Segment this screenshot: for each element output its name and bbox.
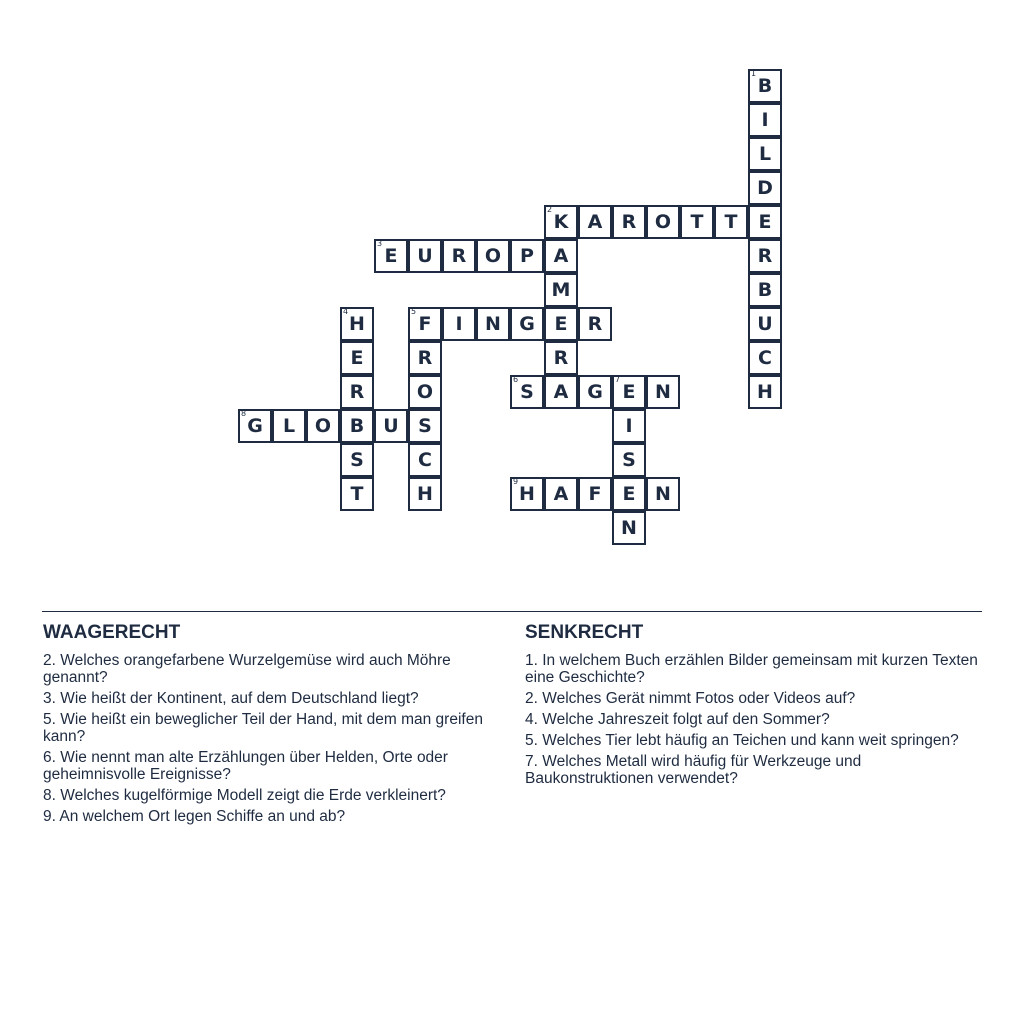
- cell-letter: D: [757, 177, 773, 199]
- grid-cell[interactable]: [578, 375, 612, 409]
- cell-letter: G: [247, 415, 263, 437]
- cell-letter: G: [519, 313, 535, 335]
- cell-letter: B: [757, 75, 773, 97]
- grid-cell[interactable]: [476, 307, 510, 341]
- clue-down-1: 1. In welchem Buch erzählen Bilder gemeinsam mit kurzen Texten eine Geschichte?: [525, 652, 978, 686]
- cell-letter: O: [416, 381, 434, 403]
- cell-letter: R: [349, 381, 365, 403]
- grid-cell[interactable]: [340, 477, 374, 511]
- cell-letter: E: [350, 347, 364, 369]
- across-clue-list: [43, 652, 503, 825]
- cell-letter: U: [757, 313, 773, 335]
- grid-cell[interactable]: [408, 477, 442, 511]
- grid-cell[interactable]: [646, 205, 680, 239]
- cell-letter: C: [758, 347, 772, 369]
- grid-cell[interactable]: [612, 409, 646, 443]
- cell-letter: K: [553, 211, 569, 233]
- cell-letter: R: [451, 245, 467, 267]
- cell-letter: C: [418, 449, 432, 471]
- grid-cell[interactable]: [748, 375, 782, 409]
- cell-letter: I: [761, 109, 769, 131]
- grid-cell[interactable]: [544, 273, 578, 307]
- grid-cell[interactable]: [680, 205, 714, 239]
- cell-letter: F: [418, 313, 432, 335]
- cell-letter: G: [587, 381, 603, 403]
- grid-cell[interactable]: [748, 239, 782, 273]
- grid-cell[interactable]: [612, 443, 646, 477]
- cell-letter: I: [625, 415, 633, 437]
- grid-cell[interactable]: [340, 443, 374, 477]
- cell-letter: H: [757, 381, 773, 403]
- cell-letter: R: [621, 211, 637, 233]
- grid-cell[interactable]: [544, 307, 578, 341]
- cell-letter: T: [350, 483, 364, 505]
- cell-letter: A: [553, 245, 569, 267]
- clue-number: 3: [377, 239, 383, 248]
- cell-letter: E: [622, 381, 636, 403]
- clue-across-2: 2. Welches orangefarbene Wurzelgemüse wird auch Möhre genannt?: [43, 652, 451, 686]
- cell-letter: U: [417, 245, 433, 267]
- cell-letter: R: [587, 313, 603, 335]
- grid-cell[interactable]: [374, 409, 408, 443]
- grid-cell[interactable]: [510, 477, 544, 511]
- cell-letter: R: [757, 245, 773, 267]
- cell-letter: S: [622, 449, 636, 471]
- cell-letter: L: [282, 415, 296, 437]
- cell-letter: N: [485, 313, 501, 335]
- grid-cell[interactable]: [476, 239, 510, 273]
- grid-cell[interactable]: [510, 307, 544, 341]
- grid-cell[interactable]: [408, 443, 442, 477]
- clue-number: 7: [615, 375, 621, 384]
- clue-down-4: 4. Welche Jahreszeit folgt auf den Sommer?: [525, 711, 830, 728]
- cell-letter: E: [758, 211, 772, 233]
- clue-number: 6: [513, 375, 519, 384]
- clue-across-8: 8. Welches kugelförmige Modell zeigt die Erde verkleinert?: [43, 787, 446, 804]
- down-clue-list: [525, 652, 985, 787]
- across-heading: WAAGERECHT: [43, 622, 181, 643]
- cell-letter: N: [655, 483, 671, 505]
- cell-letter: O: [654, 211, 672, 233]
- grid-cell[interactable]: [714, 205, 748, 239]
- grid-cell[interactable]: [238, 409, 272, 443]
- grid-cell[interactable]: [442, 239, 476, 273]
- clue-number: 8: [241, 409, 247, 418]
- grid-cell[interactable]: [544, 477, 578, 511]
- clue-number: 9: [513, 477, 519, 486]
- down-heading: SENKRECHT: [525, 622, 644, 643]
- grid-cell[interactable]: [646, 477, 680, 511]
- clue-down-5: 5. Welches Tier lebt häufig an Teichen und kann weit springen?: [525, 732, 959, 749]
- cell-letter: E: [554, 313, 568, 335]
- cell-letter: R: [553, 347, 569, 369]
- cell-letter: H: [349, 313, 365, 335]
- cell-letter: P: [520, 245, 534, 267]
- clue-number: 4: [343, 307, 349, 316]
- grid-cell[interactable]: [340, 341, 374, 375]
- cell-letter: O: [314, 415, 332, 437]
- clue-across-3: 3. Wie heißt der Kontinent, auf dem Deutschland liegt?: [43, 690, 419, 707]
- grid-cell[interactable]: [408, 239, 442, 273]
- clue-number: 1: [751, 69, 757, 78]
- cell-letter: A: [587, 211, 603, 233]
- across-clues: [43, 622, 503, 829]
- cell-letter: B: [757, 279, 773, 301]
- grid-cell[interactable]: [748, 69, 782, 103]
- grid-cell[interactable]: [578, 205, 612, 239]
- cell-letter: S: [520, 381, 534, 403]
- grid-cell[interactable]: [408, 375, 442, 409]
- cell-letter: L: [758, 143, 772, 165]
- grid-cell[interactable]: [748, 171, 782, 205]
- clue-number: 5: [411, 307, 417, 316]
- down-clues: [525, 622, 985, 791]
- cell-letter: E: [622, 483, 636, 505]
- grid-cell[interactable]: [272, 409, 306, 443]
- grid-cell[interactable]: [544, 375, 578, 409]
- grid-cell[interactable]: [544, 239, 578, 273]
- cell-letter: T: [690, 211, 704, 233]
- grid-cell[interactable]: [510, 239, 544, 273]
- grid-cell[interactable]: [544, 341, 578, 375]
- cell-letter: A: [553, 381, 569, 403]
- grid-cell[interactable]: [408, 307, 442, 341]
- cell-letter: I: [455, 313, 463, 335]
- grid-cell[interactable]: [510, 375, 544, 409]
- grid-cell[interactable]: [748, 103, 782, 137]
- clue-across-6: 6. Wie nennt man alte Erzählungen über Helden, Orte oder geheimnisvolle Ereignisse?: [43, 749, 448, 783]
- divider: [42, 611, 982, 612]
- grid-cell[interactable]: [748, 307, 782, 341]
- clue-down-7: 7. Welches Metall wird häufig für Werkzeuge und Baukonstruktionen verwendet?: [525, 753, 862, 787]
- grid-cell[interactable]: [578, 477, 612, 511]
- grid-cell[interactable]: [408, 341, 442, 375]
- cell-letter: T: [724, 211, 738, 233]
- grid-cell[interactable]: [442, 307, 476, 341]
- grid-cell[interactable]: [612, 477, 646, 511]
- cell-letter: A: [553, 483, 569, 505]
- cell-letter: S: [350, 449, 364, 471]
- clue-number: 2: [547, 205, 553, 214]
- cell-letter: N: [655, 381, 671, 403]
- cell-letter: H: [417, 483, 433, 505]
- grid-cell[interactable]: [748, 341, 782, 375]
- grid-cell[interactable]: [748, 137, 782, 171]
- grid-cell[interactable]: [748, 205, 782, 239]
- grid-cell[interactable]: [374, 239, 408, 273]
- grid-cell[interactable]: [612, 375, 646, 409]
- grid-cell[interactable]: [544, 205, 578, 239]
- cell-letter: N: [621, 517, 637, 539]
- clue-across-5: 5. Wie heißt ein beweglicher Teil der Hand, mit dem man greifen kann?: [43, 711, 483, 745]
- cell-letter: H: [519, 483, 535, 505]
- cell-letter: R: [417, 347, 433, 369]
- grid-cell[interactable]: [612, 205, 646, 239]
- grid-cell[interactable]: [408, 409, 442, 443]
- cell-letter: M: [551, 279, 571, 301]
- clue-down-2: 2. Welches Gerät nimmt Fotos oder Videos auf?: [525, 690, 856, 707]
- grid-cell[interactable]: [578, 307, 612, 341]
- grid-cell[interactable]: [748, 273, 782, 307]
- grid-cell[interactable]: [340, 375, 374, 409]
- grid-cell[interactable]: [306, 409, 340, 443]
- clue-across-9: 9. An welchem Ort legen Schiffe an und ab?: [43, 808, 346, 825]
- cell-letter: U: [383, 415, 399, 437]
- cell-letter: F: [588, 483, 602, 505]
- grid-cell[interactable]: [340, 307, 374, 341]
- cell-letter: E: [384, 245, 398, 267]
- grid-cell[interactable]: [340, 409, 374, 443]
- cell-letter: S: [418, 415, 432, 437]
- cell-letter: B: [349, 415, 365, 437]
- cell-letter: O: [484, 245, 502, 267]
- grid-cell[interactable]: [646, 375, 680, 409]
- grid-cell[interactable]: [612, 511, 646, 545]
